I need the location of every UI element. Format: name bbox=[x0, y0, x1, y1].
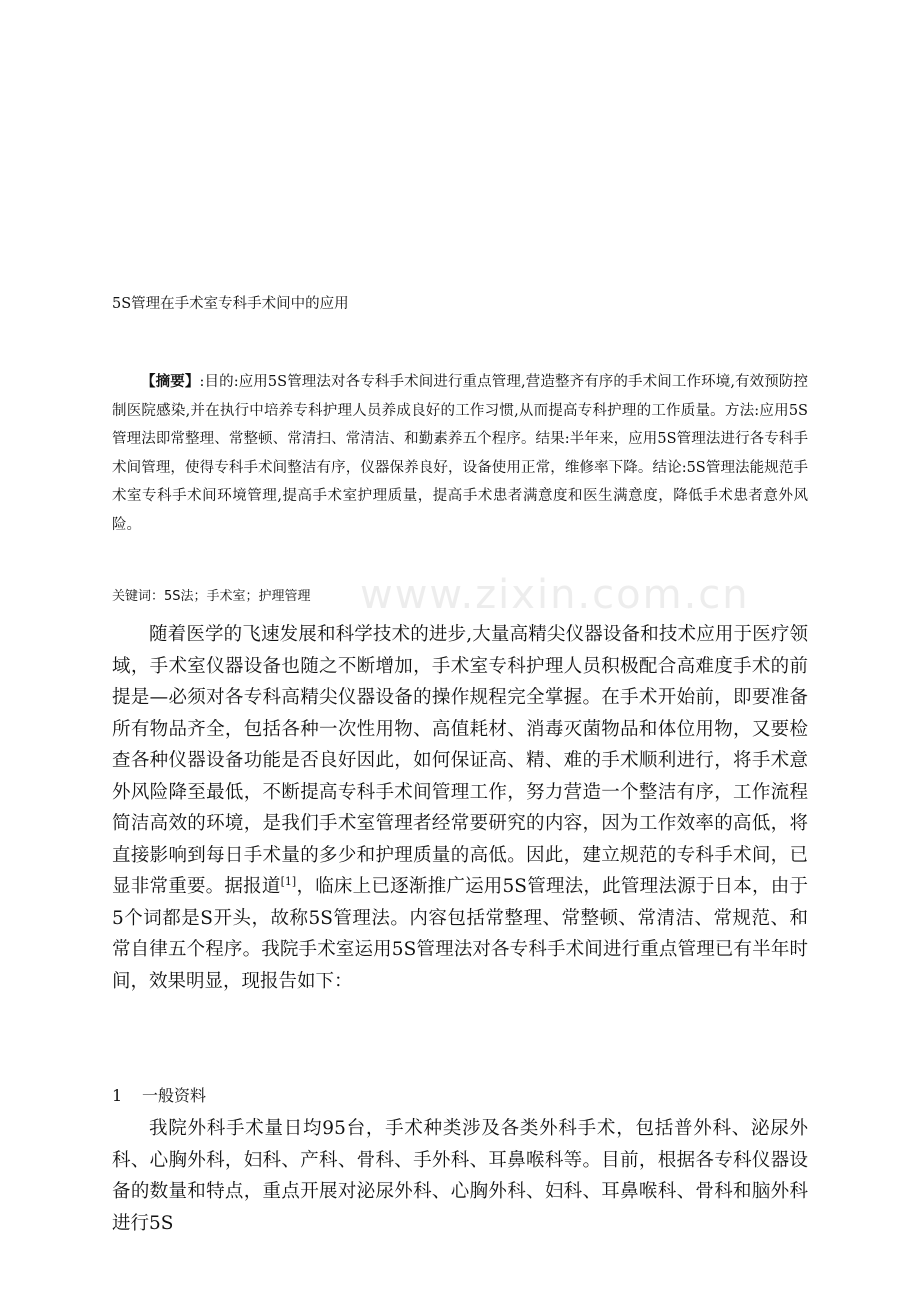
section-number: 1 bbox=[112, 1086, 123, 1105]
abstract-paragraph bbox=[112, 368, 808, 539]
intro-text-before-ref: 随着医学的飞速发展和科学技术的进步,大量高精尖仪器设备和技术应用于医疗领域，手术室仪器设备也随之不断增加，手术室专科护理人员积极配合高难度手术的前提是—必须对各专科高精尖仪器设备的操作规程完全掌握。在手术开始前，即要准备所有物品齐全，包括各种一次性用物、高值耗材、消毒灭菌物品和体位用物，又要检查各种仪器设备功能是否良好因此，如何保证高、精、难的手术顺利进行，将手术意外风险降至最低，不断提高专科手术间管理工作，努力营造一个整洁有序，工作流程简洁高效的环境，是我们手术室管理者经常要研究的内容，因为工作效率的高低，将直接影响到每日手术量的多少和护理质量的高低。因此，建立规范的专科手术间，已显非常重要。据报道 bbox=[112, 624, 808, 897]
citation-ref: [1] bbox=[280, 874, 297, 888]
watermark: www.zixin.com.cn bbox=[360, 572, 750, 618]
section-title: 一般资料 bbox=[142, 1086, 207, 1105]
abstract-label: 【摘要】 bbox=[141, 373, 200, 390]
document-title: 5S管理在手术室专科手术间中的应用 bbox=[112, 296, 349, 312]
abstract-text: :目的:应用5S管理法对各专科手术间进行重点管理,营造整齐有序的手术间工作环境,有效预防控制医院感染,并在执行中培养专科护理人员养成良好的工作习惯,从而提高专科护理的工作质量。方法:应用5S管理法即常整理、常整顿、常清扫、常清洁、和勤素养五个程序。结果:半年来，应用5S管理法进行各专科手术间管理，使得专科手术间整洁有序，仪器保养良好，设备使用正常，维修率下降。结论:5S管理法能规范手术室专科手术间环境管理,提高手术室护理质量，提高手术患者满意度和医生满意度，降低手术患者意外风险。 bbox=[112, 374, 809, 533]
section-heading bbox=[112, 1083, 206, 1106]
intro-paragraph bbox=[112, 619, 808, 997]
intro-text-after-ref: ，临床上已逐渐推广运用5S管理法，此管理法源于日本，由于5个词都是S开头，故称5S管理法。内容包括常整理、常整顿、常清洁、常规范、和常自律五个程序。我院手术室运用5S管理法对各专科手术间进行重点管理已有半年时间，效果明显，现报告如下： bbox=[112, 876, 808, 992]
keywords-line: 关键词：5S法；手术室；护理管理 bbox=[112, 589, 311, 604]
section-paragraph: 我院外科手术量日均95台，手术种类涉及各类外科手术，包括普外科、泌尿外科、心胸外科，妇科、产科、骨科、手外科、耳鼻喉科等。目前，根据各专科仪器设备的数量和特点，重点开展对泌尿外科、心胸外科、妇科、耳鼻喉科、骨科和脑外科进行5S bbox=[112, 1118, 808, 1234]
